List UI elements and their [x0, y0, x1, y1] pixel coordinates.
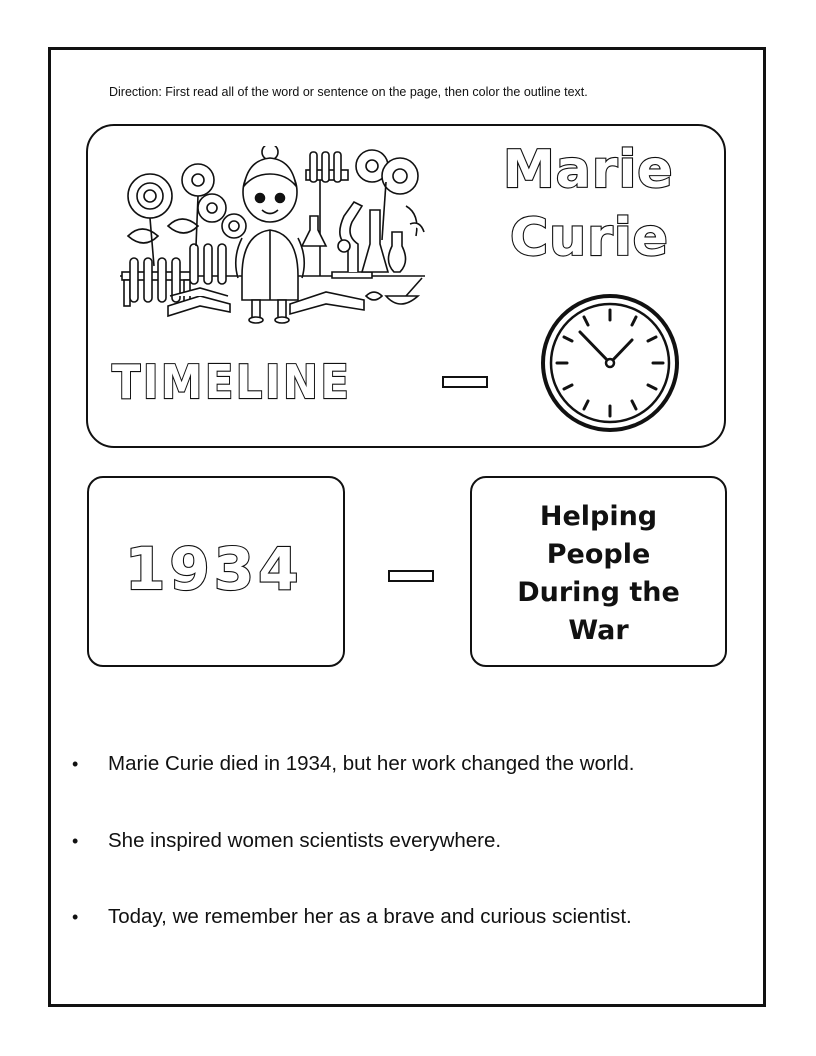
timeline-label: TIMELINE: [112, 355, 352, 409]
direction-text: Direction: First read all of the word or sentence on the page, then color the outline text.: [109, 85, 588, 99]
bullet-text: Marie Curie died in 1934, but her work changed the world.: [108, 752, 635, 775]
list-item: [72, 829, 501, 853]
event-text: [470, 498, 727, 650]
clock-icon: [540, 292, 680, 434]
event-line: War: [568, 615, 629, 646]
hero-title-line2: Curie: [510, 208, 669, 268]
event-line: During the: [517, 577, 680, 608]
marie-curie-illustration: [110, 146, 430, 326]
bullet-text: She inspired women scientists everywhere.: [108, 829, 502, 852]
dash-icon: [388, 570, 434, 582]
bullet-icon: •: [72, 754, 79, 774]
list-item: [72, 752, 634, 776]
event-line: People: [546, 539, 651, 570]
bullet-icon: •: [72, 831, 79, 851]
dash-icon: [442, 376, 488, 388]
bullet-icon: •: [72, 907, 79, 927]
event-line: Helping: [539, 501, 658, 532]
bullet-text: Today, we remember her as a brave and curious scientist.: [108, 905, 632, 928]
list-item: [72, 905, 632, 929]
year-outline-text: 1934: [125, 535, 303, 603]
hero-title-line1: Marie: [503, 140, 674, 200]
